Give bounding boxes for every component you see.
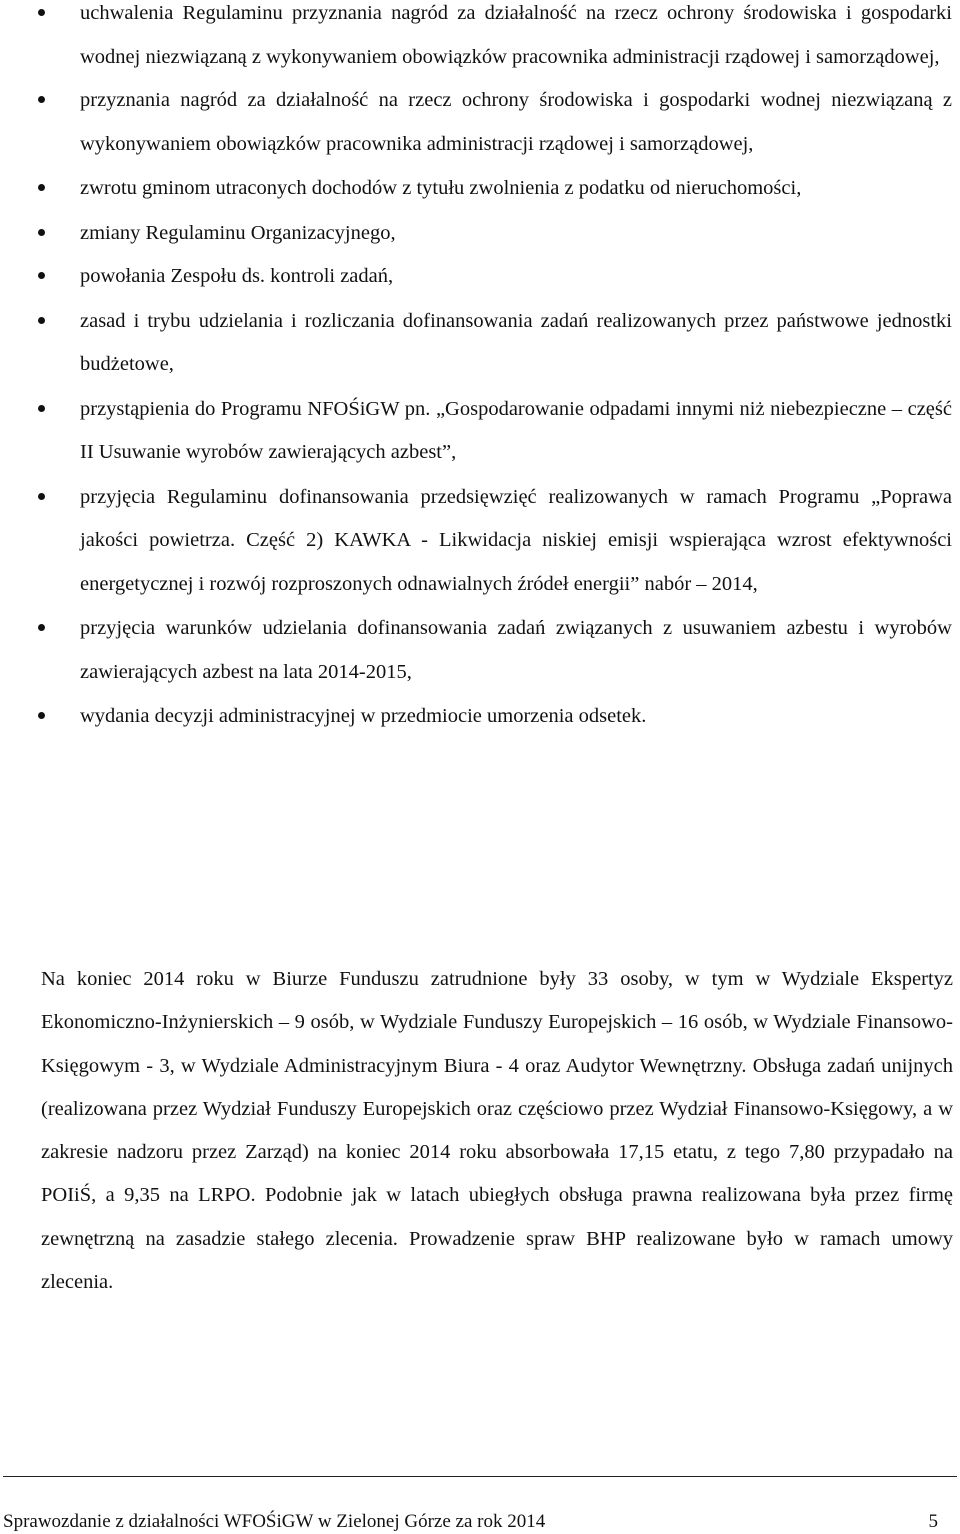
bullet-dot-icon	[38, 9, 45, 16]
bullet-dot-icon	[38, 229, 45, 236]
bullet-text: zmiany Regulaminu Organizacyjnego,	[80, 221, 396, 244]
bullet-item	[0, 695, 960, 739]
bullet-item	[0, 388, 960, 475]
bullet-dot-icon	[38, 317, 45, 324]
bullet-text: zwrotu gminom utraconych dochodów z tytułu zwolnienia z podatku od nieruchomości,	[80, 177, 802, 199]
bullet-item	[0, 476, 960, 607]
bullet-text: powołania Zespołu ds. kontroli zadań,	[80, 265, 394, 287]
bullet-dot-icon	[38, 96, 45, 103]
resolution-bullet-list	[0, 0, 960, 739]
bullet-item	[0, 607, 960, 694]
footer-report-title: Sprawozdanie z działalności WFOŚiGW w Zielonej Górze za rok 2014	[3, 1511, 546, 1532]
bullet-item	[0, 255, 960, 299]
bullet-text: przyznania nagród za działalność na rzecz ochrony środowiska i gospodarki wodnej niezwiązaną z wykonywaniem obowiązków pracownika administracji rządowej i samorządowej,	[80, 89, 952, 155]
bullet-item	[0, 212, 960, 256]
bullet-item	[0, 300, 960, 387]
bullet-dot-icon	[38, 712, 45, 719]
footer-divider	[3, 1476, 957, 1477]
bullet-text: wydania decyzji administracyjnej w przedmiocie umorzenia odsetek.	[80, 705, 647, 727]
staffing-paragraph: Na koniec 2014 roku w Biurze Funduszu zatrudnione były 33 osoby, w tym w Wydziale Ekspertyz Ekonomiczno-Inżynierskich – 9 osób, w Wydziale Funduszy Europejskich – 16 osób, w Wydziale Finansowo-Księgowym - 3, w Wydziale Administracyjnym Biura - 4 oraz Audytor Wewnętrzny. Obsługa zadań unijnych (realizowana przez Wydział Funduszy Europejskich oraz częściowo przez Wydział Finansowo-Księgowy, a w zakresie nadzoru przez Zarząd) na koniec 2014 roku absorbowała 17,15 etatu, z tego 7,80 przypadało na POIiŚ, a 9,35 na LRPO. Podobnie jak w latach ubiegłych obsługa prawna realizowana była przez firmę zewnętrzną na zasadzie stałego zlecenia. Prowadzenie spraw BHP realizowane było w ramach umowy zlecenia.	[41, 968, 953, 1294]
bullet-text: przyjęcia warunków udzielania dofinansowania zadań związanych z usuwaniem azbestu i wyrobów zawierających azbest na lata 2014-2015,	[80, 617, 952, 683]
bullet-item	[0, 79, 960, 166]
bullet-dot-icon	[38, 184, 45, 191]
bullet-text: uchwalenia Regulaminu przyznania nagród za działalność na rzecz ochrony środowiska i gospodarki wodnej niezwiązaną z wykonywaniem obowiązków pracownika administracji rządowej i samorządowej,	[80, 2, 952, 68]
bullet-text: przyjęcia Regulaminu dofinansowania przedsięwzięć realizowanych w ramach Programu „Poprawa jakości powietrza. Część 2) KAWKA - Likwidacja niskiej emisji wspierająca wzrost efektywności energetycznej i rozwój rozproszonych odnawialnych źródeł energii” nabór – 2014,	[80, 485, 952, 595]
bullet-dot-icon	[38, 405, 45, 412]
bullet-dot-icon	[38, 272, 45, 279]
bullet-item	[0, 167, 960, 211]
bullet-text: zasad i trybu udzielania i rozliczania dofinansowania zadań realizowanych przez państwowe jednostki budżetowe,	[80, 309, 952, 375]
page-number: 5	[928, 1511, 938, 1532]
bullet-dot-icon	[38, 493, 45, 500]
bullet-item	[0, 0, 960, 79]
bullet-text: przystąpienia do Programu NFOŚiGW pn. „Gospodarowanie odpadami innymi niż niebezpieczne – część II Usuwanie wyrobów zawierających azbest”,	[80, 397, 952, 463]
bullet-dot-icon	[38, 624, 45, 631]
